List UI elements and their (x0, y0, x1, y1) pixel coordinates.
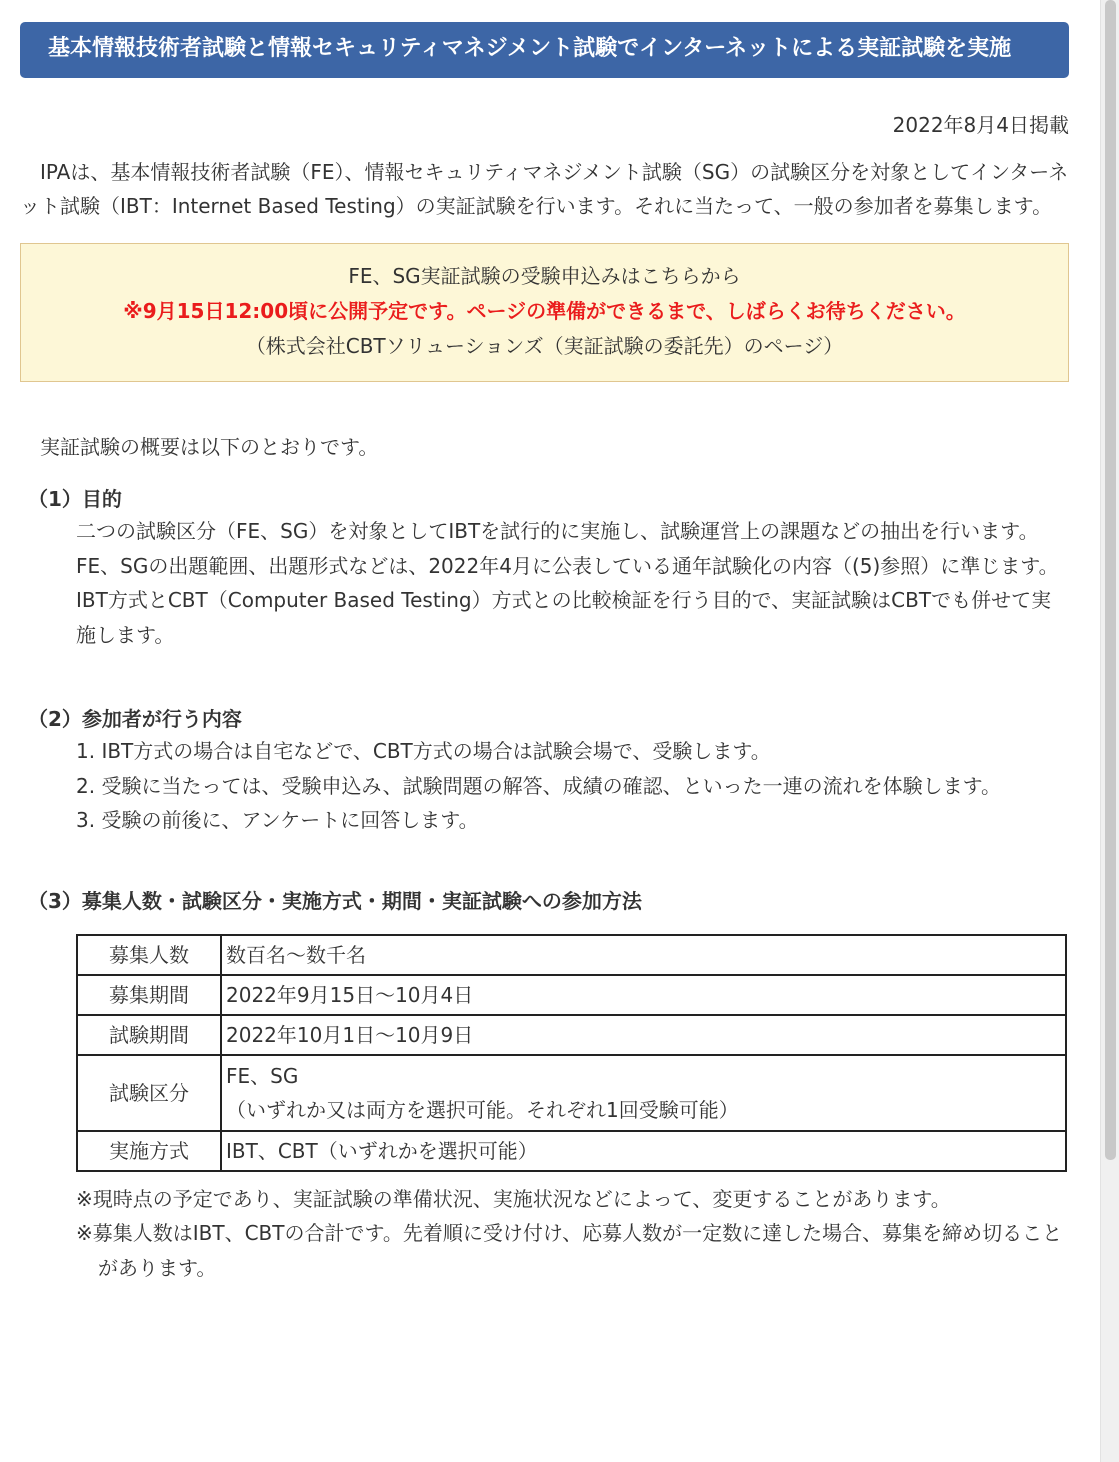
article (20, 22, 1069, 1285)
table-cell-value: FE、SG (226, 1063, 299, 1088)
table-row (77, 935, 1066, 975)
list-item: 3. 受験の前後に、アンケートに回答します。 (76, 808, 479, 832)
section-heading: （1）目的 (28, 487, 122, 511)
task-list (76, 734, 1069, 838)
table-header-cell: 募集人数 (77, 935, 221, 975)
page-title: 基本情報技術者試験と情報セキュリティマネジメント試験でインターネットによる実証試験を実施 (20, 22, 1069, 78)
table-row (77, 1131, 1066, 1171)
scrollbar-thumb[interactable] (1105, 0, 1116, 1160)
table-cell: 2022年9月15日～10月4日 (221, 975, 1066, 1015)
table-header-cell: 試験区分 (77, 1055, 221, 1131)
note-item: ※現時点の予定であり、実証試験の準備状況、実施状況などによって、変更することがあります。 (76, 1186, 951, 1211)
table-cell: 数百名～数千名 (221, 935, 1066, 975)
section-paragraph: 二つの試験区分（FE、SG）を対象としてIBTを試行的に実施し、試験運営上の課題などの抽出を行います。FE、SGの出題範囲、出題形式などは、2022年4月に公表している通年試験化の内容（(5)参照）に準じます。 (76, 519, 1059, 578)
overview-text: 実証試験の概要は以下のとおりです。 (40, 435, 379, 459)
table-row (77, 1055, 1066, 1131)
list-item: 2. 受験に当たっては、受験申込み、試験問題の解答、成績の確認、といった一連の流れを体験します。 (76, 773, 1002, 798)
table-header-cell: 実施方式 (77, 1131, 221, 1171)
recruitment-table (76, 934, 1067, 1172)
section-participant-tasks (20, 704, 1069, 838)
notice-subtext: （株式会社CBTソリューションズ（実証試験の委託先）のページ） (245, 334, 844, 358)
table-row (77, 1015, 1066, 1055)
notice-link-text[interactable]: FE、SG実証試験の受験申込みはこちらから (348, 264, 741, 288)
section-purpose (20, 484, 1069, 652)
section-heading: （3）募集人数・試験区分・実施方式・期間・実証試験への参加方法 (28, 888, 642, 913)
scrollbar-track[interactable] (1100, 0, 1119, 1462)
section-paragraph: IBT方式とCBT（Computer Based Testing）方式との比較検証を行う目的で、実証試験はCBTでも併せて実施します。 (76, 588, 1052, 647)
note-item: ※募集人数はIBT、CBTの合計です。先着順に受け付け、応募人数が一定数に達した場合、募集を締め切ることがあります。 (76, 1221, 1063, 1280)
table-header-cell: 募集期間 (77, 975, 221, 1015)
section-heading: （2）参加者が行う内容 (28, 707, 242, 731)
notice-alert: ※9月15日12:00頃に公開予定です。ページの準備ができるまで、しばらくお待ちください。 (123, 299, 966, 323)
table-row (77, 975, 1066, 1015)
table-cell (221, 1055, 1066, 1131)
table-cell-subtext: （いずれか又は両方を選択可能。それぞれ1回受験可能） (226, 1097, 739, 1122)
publish-date: 2022年8月4日掲載 (892, 113, 1069, 137)
list-item: 1. IBT方式の場合は自宅などで、CBT方式の場合は試験会場で、受験します。 (76, 739, 771, 763)
table-cell: 2022年10月1日～10月9日 (221, 1015, 1066, 1055)
application-notice-box (20, 243, 1069, 382)
section-recruitment (20, 886, 1069, 1286)
table-header-cell: 試験期間 (77, 1015, 221, 1055)
notes (20, 1182, 1069, 1286)
intro-paragraph: IPAは、基本情報技術者試験（FE）、情報セキュリティマネジメント試験（SG）の試験区分を対象としてインターネット試験（IBT：Internet Based Testing）の実証試験を行います。それに当たって、一般の参加者を募集します。 (20, 160, 1069, 218)
table-cell: IBT、CBT（いずれかを選択可能） (221, 1131, 1066, 1171)
